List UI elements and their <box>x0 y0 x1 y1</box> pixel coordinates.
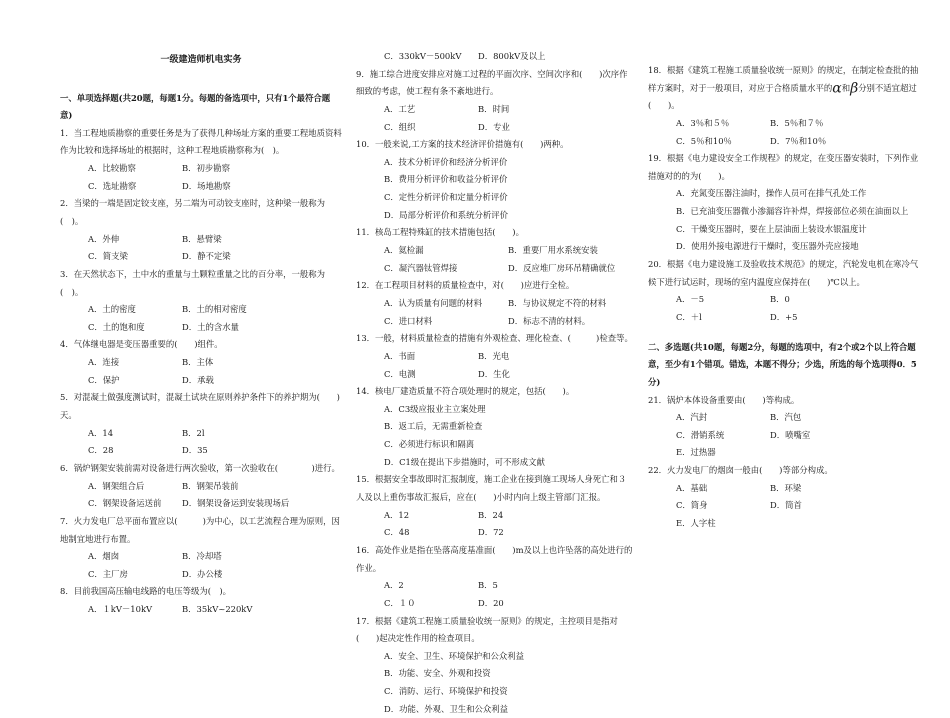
answer-option: A．C3级应报业主立案处理 <box>384 401 628 419</box>
question-stem: 17．根据《建筑工程施工质量验收统一原则》的规定，主控项目是指对( )起决定性作用的检查项目。 <box>356 613 634 648</box>
answer-option: A．连接 <box>88 354 176 372</box>
answer-option: D．喷嘴室 <box>770 427 858 445</box>
question <box>356 383 634 471</box>
option-list <box>356 101 634 136</box>
answer-option: D．7％和10％ <box>770 133 858 151</box>
question-stem: 6．锅炉钢架安装前需对设备进行两次验收，第一次验收在( )进行。 <box>60 460 342 478</box>
answer-option: B．功能、安全、外观和投资 <box>384 665 628 683</box>
question-stem: 21．锅炉本体设备重要由( )等构成。 <box>648 392 924 410</box>
option-list <box>648 185 924 256</box>
question-list-2 <box>356 48 634 718</box>
answer-option: D．局部分析评价和系统分析评价 <box>384 207 508 225</box>
answer-option: A．14 <box>88 425 176 443</box>
question-stem-part: 分别不适宜超过( )。 <box>648 83 917 111</box>
question <box>356 330 634 383</box>
column-1 <box>60 0 342 619</box>
question-list-1 <box>60 125 342 619</box>
answer-option: A．书面 <box>384 348 472 366</box>
answer-option: C．组织 <box>384 119 472 137</box>
option-list <box>60 478 342 513</box>
question-stem: 5．对混凝土做强度测试时，混凝土试块在原则养护条件下的养护期为( )天。 <box>60 389 342 424</box>
question <box>60 389 342 460</box>
answer-option: B．费用分析评价和收益分析评价 <box>384 171 507 189</box>
answer-option: A．１kV－10kV <box>88 601 176 619</box>
answer-option: D．35 <box>182 442 270 460</box>
question <box>356 224 634 277</box>
option-list <box>60 301 342 336</box>
question-stem: 4．气体继电器是变压器重要的( )组件。 <box>60 336 342 354</box>
column-2 <box>356 0 634 718</box>
answer-option: A．土的密度 <box>88 301 176 319</box>
answer-option: A．3％和５％ <box>676 115 764 133</box>
question-stem: 16．高处作业是指在坠落高度基准面( )m及以上也许坠落的高处进行的作业。 <box>356 542 634 577</box>
answer-option: A．比较勘察 <box>88 160 176 178</box>
answer-option: C．钢架设备运送前 <box>88 495 176 513</box>
question <box>356 136 634 224</box>
answer-option: A．外伸 <box>88 231 176 249</box>
answer-option: B．光电 <box>478 348 566 366</box>
question <box>356 471 634 542</box>
answer-option: D．筒首 <box>770 497 858 515</box>
question-stem: 15．根据安全事故即时汇报制度，施工企业在接到施工现场人身死亡和３人及以上重伤事故汇报后，应在( )小时内向上级主管部门汇报。 <box>356 471 634 506</box>
question <box>60 583 342 618</box>
answer-option: C．＋l <box>676 309 764 327</box>
answer-option: A．认为质量有问题的材料 <box>384 295 502 313</box>
question <box>60 125 342 196</box>
question <box>648 256 924 327</box>
question <box>648 392 924 463</box>
option-list <box>648 480 924 533</box>
option-list <box>356 348 634 383</box>
question <box>60 513 342 584</box>
answer-option: A．技术分析评价和经济分析评价 <box>384 154 507 172</box>
answer-option: B．钢架吊装前 <box>182 478 270 496</box>
answer-option: D．专业 <box>478 119 566 137</box>
option-list <box>60 425 342 460</box>
answer-option: A．钢架组合后 <box>88 478 176 496</box>
answer-option: E．过热器 <box>676 444 764 462</box>
answer-option: A．汽封 <box>676 409 764 427</box>
question <box>648 62 924 150</box>
answer-option: A．安全、卫生、环境保护和公众利益 <box>384 648 628 666</box>
option-list <box>356 48 634 66</box>
answer-option: B．主体 <box>182 354 270 372</box>
question-stem: 20．根据《电力建设施工及验收技术规范》的规定，汽轮发电机在寒冷气候下进行试运时，现场的室内温度应保持在( )℃以上。 <box>648 256 924 291</box>
answer-option: D．72 <box>478 524 566 542</box>
question-stem: 8．目前我国高压输电线路的电压等级为( )。 <box>60 583 342 601</box>
alpha-symbol: α <box>832 80 841 96</box>
answer-option: D．C1级在提出下步措施时，可不形成文献 <box>384 454 628 472</box>
question-stem: 3．在天然状态下，土中水的重量与土颗粒重量之比的百分率，一般称为( )。 <box>60 266 342 301</box>
answer-option: C．48 <box>384 524 472 542</box>
answer-option: C．330kV－500kV <box>384 48 472 66</box>
answer-option: B．重要厂用水系统安装 <box>508 242 626 260</box>
answer-option: A．2 <box>384 577 472 595</box>
section-heading-multi-choice: 二、多选题(共10题，每题2分，每题的选项中，有2个或2个以上符合题意，至少有1个错项。错选，本题不得分；少选，所选的每个选项得0．5分) <box>648 339 924 392</box>
option-list <box>356 401 634 472</box>
question-stem: 14．核电厂建造质量不符合项处理时的规定，包括( )。 <box>356 383 634 401</box>
answer-option: D．800kV及以上 <box>478 48 566 66</box>
option-list <box>356 154 634 225</box>
answer-option: A．充氮变压器注油时，操作人员可在排气孔处工作 <box>676 185 918 203</box>
answer-option: C．进口材料 <box>384 313 502 331</box>
answer-option: D．反应堆厂房环吊精确就位 <box>508 260 626 278</box>
answer-option: C．凝汽器钛管焊接 <box>384 260 502 278</box>
answer-option: B．35kV~220kV <box>182 601 270 619</box>
answer-option: C．定性分析评价和定量分析评价 <box>384 189 508 207</box>
answer-option: C．简支梁 <box>88 248 176 266</box>
answer-option: C．主厂房 <box>88 566 176 584</box>
question-stem: 22．火力发电厂的烟囱一般由( )等部分构成。 <box>648 462 924 480</box>
question-list-3 <box>648 62 924 327</box>
question-stem-part: 和 <box>842 83 850 93</box>
question <box>648 462 924 533</box>
question <box>356 613 634 718</box>
question <box>60 460 342 513</box>
answer-option: D．土的含水量 <box>182 319 270 337</box>
answer-option: B．已充油变压器微小渗漏容许补焊，焊接部位必须在油面以上 <box>676 203 918 221</box>
column-3 <box>648 0 924 533</box>
question <box>60 266 342 337</box>
section-heading-single-choice: 一、单项选择题(共20题，每题1分。每题的备选项中，只有1个最符合题意) <box>60 90 342 125</box>
answer-option: C．选址勘察 <box>88 178 176 196</box>
option-list <box>60 231 342 266</box>
option-list <box>60 601 342 619</box>
answer-option: B．24 <box>478 507 566 525</box>
answer-option: D．+5 <box>770 309 858 327</box>
answer-option: D．静不定梁 <box>182 248 270 266</box>
answer-option: A．12 <box>384 507 472 525</box>
answer-option: B．冷却塔 <box>182 548 270 566</box>
question-stem: 2．当梁的一端是固定铰支座，另二端为可动铰支座时，这种梁一般称为( )。 <box>60 195 342 230</box>
answer-option: E．人字柱 <box>676 515 764 533</box>
question-stem: 10．一般来说,工方案的技术经济评价措施有( )两种。 <box>356 136 634 154</box>
question <box>648 150 924 256</box>
answer-option: C．消防、运行、环境保护和投资 <box>384 683 628 701</box>
beta-symbol: β <box>850 80 858 96</box>
answer-option: C．１０ <box>384 595 472 613</box>
answer-option: C．筒身 <box>676 497 764 515</box>
answer-option: B．返工后，无需重新检查 <box>384 418 628 436</box>
answer-option: C．5％和10％ <box>676 133 764 151</box>
option-list <box>356 648 634 718</box>
question-stem-part: 18．根据《建筑工程施工质量验收统一原则》的规定，在制定检查批的抽样方案时，对于一般项目，对应于合格质量水平的 <box>648 65 918 93</box>
answer-option: D．承载 <box>182 372 270 390</box>
answer-option: B．2l <box>182 425 270 443</box>
question <box>60 336 342 389</box>
option-list <box>648 291 924 326</box>
question-stem: 1．当工程地质勘察的重要任务是为了获得几种场址方案的重要工程地质资料作为比较和选择场址的根据时，这种工程地质勘察称为( )。 <box>60 125 342 160</box>
answer-option: D．标志不清的材料。 <box>508 313 626 331</box>
answer-option: D．20 <box>478 595 566 613</box>
answer-option: B．悬臂梁 <box>182 231 270 249</box>
answer-option: C．干燥变压器时，要在上层油面上装设水银温度计 <box>676 221 918 239</box>
question-stem <box>648 62 924 115</box>
option-list <box>60 160 342 195</box>
answer-option: D．生化 <box>478 366 566 384</box>
option-list <box>356 242 634 277</box>
answer-option: B．土的相对密度 <box>182 301 270 319</box>
option-list <box>356 507 634 542</box>
question-stem: 11．核岛工程特殊缸的技术措施包括( )。 <box>356 224 634 242</box>
answer-option: A．基础 <box>676 480 764 498</box>
answer-option: D．钢架设备运到安装现场后 <box>182 495 289 513</box>
question <box>60 195 342 266</box>
answer-option: D．办公楼 <box>182 566 270 584</box>
answer-option: B．环梁 <box>770 480 858 498</box>
answer-option: B．时间 <box>478 101 566 119</box>
answer-option: C．电测 <box>384 366 472 384</box>
question <box>356 66 634 137</box>
option-list <box>60 354 342 389</box>
answer-option: D．场地勘察 <box>182 178 270 196</box>
question-stem: 9．施工综合进度安排应对施工过程的平面次序、空间次序和( )次序作细致的考虑，使工程有条不紊地进行。 <box>356 66 634 101</box>
answer-option: A．－5 <box>676 291 764 309</box>
option-list <box>356 577 634 612</box>
answer-option: B．初步勘察 <box>182 160 270 178</box>
question <box>356 277 634 330</box>
page-title: 一级建造师机电实务 <box>60 54 342 68</box>
question <box>356 542 634 613</box>
answer-option: D．使用外接电源进行干燥时，变压器外壳应接地 <box>676 238 918 256</box>
answer-option: B．0 <box>770 291 858 309</box>
answer-option: C．滑销系统 <box>676 427 764 445</box>
answer-option: B．与协议规定不符的材料 <box>508 295 626 313</box>
answer-option: A．烟囱 <box>88 548 176 566</box>
option-list <box>648 409 924 462</box>
answer-option: C．必须进行标识和隔离 <box>384 436 628 454</box>
question-stem: 19．根据《电力建设安全工作规程》的规定，在变压器安装时，下列作业措施对的的为( )。 <box>648 150 924 185</box>
question-stem: 13．一般，材料质量检查的措施有外观检查、理化检查、( )检查等。 <box>356 330 634 348</box>
answer-option: D．功能、外观、卫生和公众利益 <box>384 701 628 718</box>
question-stem: 7．火力发电厂总平面布置应以( )为中心，以工艺流程合理为原则，因地制宜地进行布置。 <box>60 513 342 548</box>
answer-option: C．保护 <box>88 372 176 390</box>
question-stem: 12．在工程项目材料的质量检查中，对( )应进行全检。 <box>356 277 634 295</box>
answer-option: C．土的饱和度 <box>88 319 176 337</box>
option-list <box>648 115 924 150</box>
question <box>356 48 634 66</box>
answer-option: B．5％和７％ <box>770 115 858 133</box>
option-list <box>356 295 634 330</box>
answer-option: B．5 <box>478 577 566 595</box>
answer-option: C．28 <box>88 442 176 460</box>
answer-option: A．氦检漏 <box>384 242 502 260</box>
question-list-4 <box>648 392 924 533</box>
option-list <box>60 548 342 583</box>
answer-option: B．汽包 <box>770 409 858 427</box>
answer-option: A．工艺 <box>384 101 472 119</box>
